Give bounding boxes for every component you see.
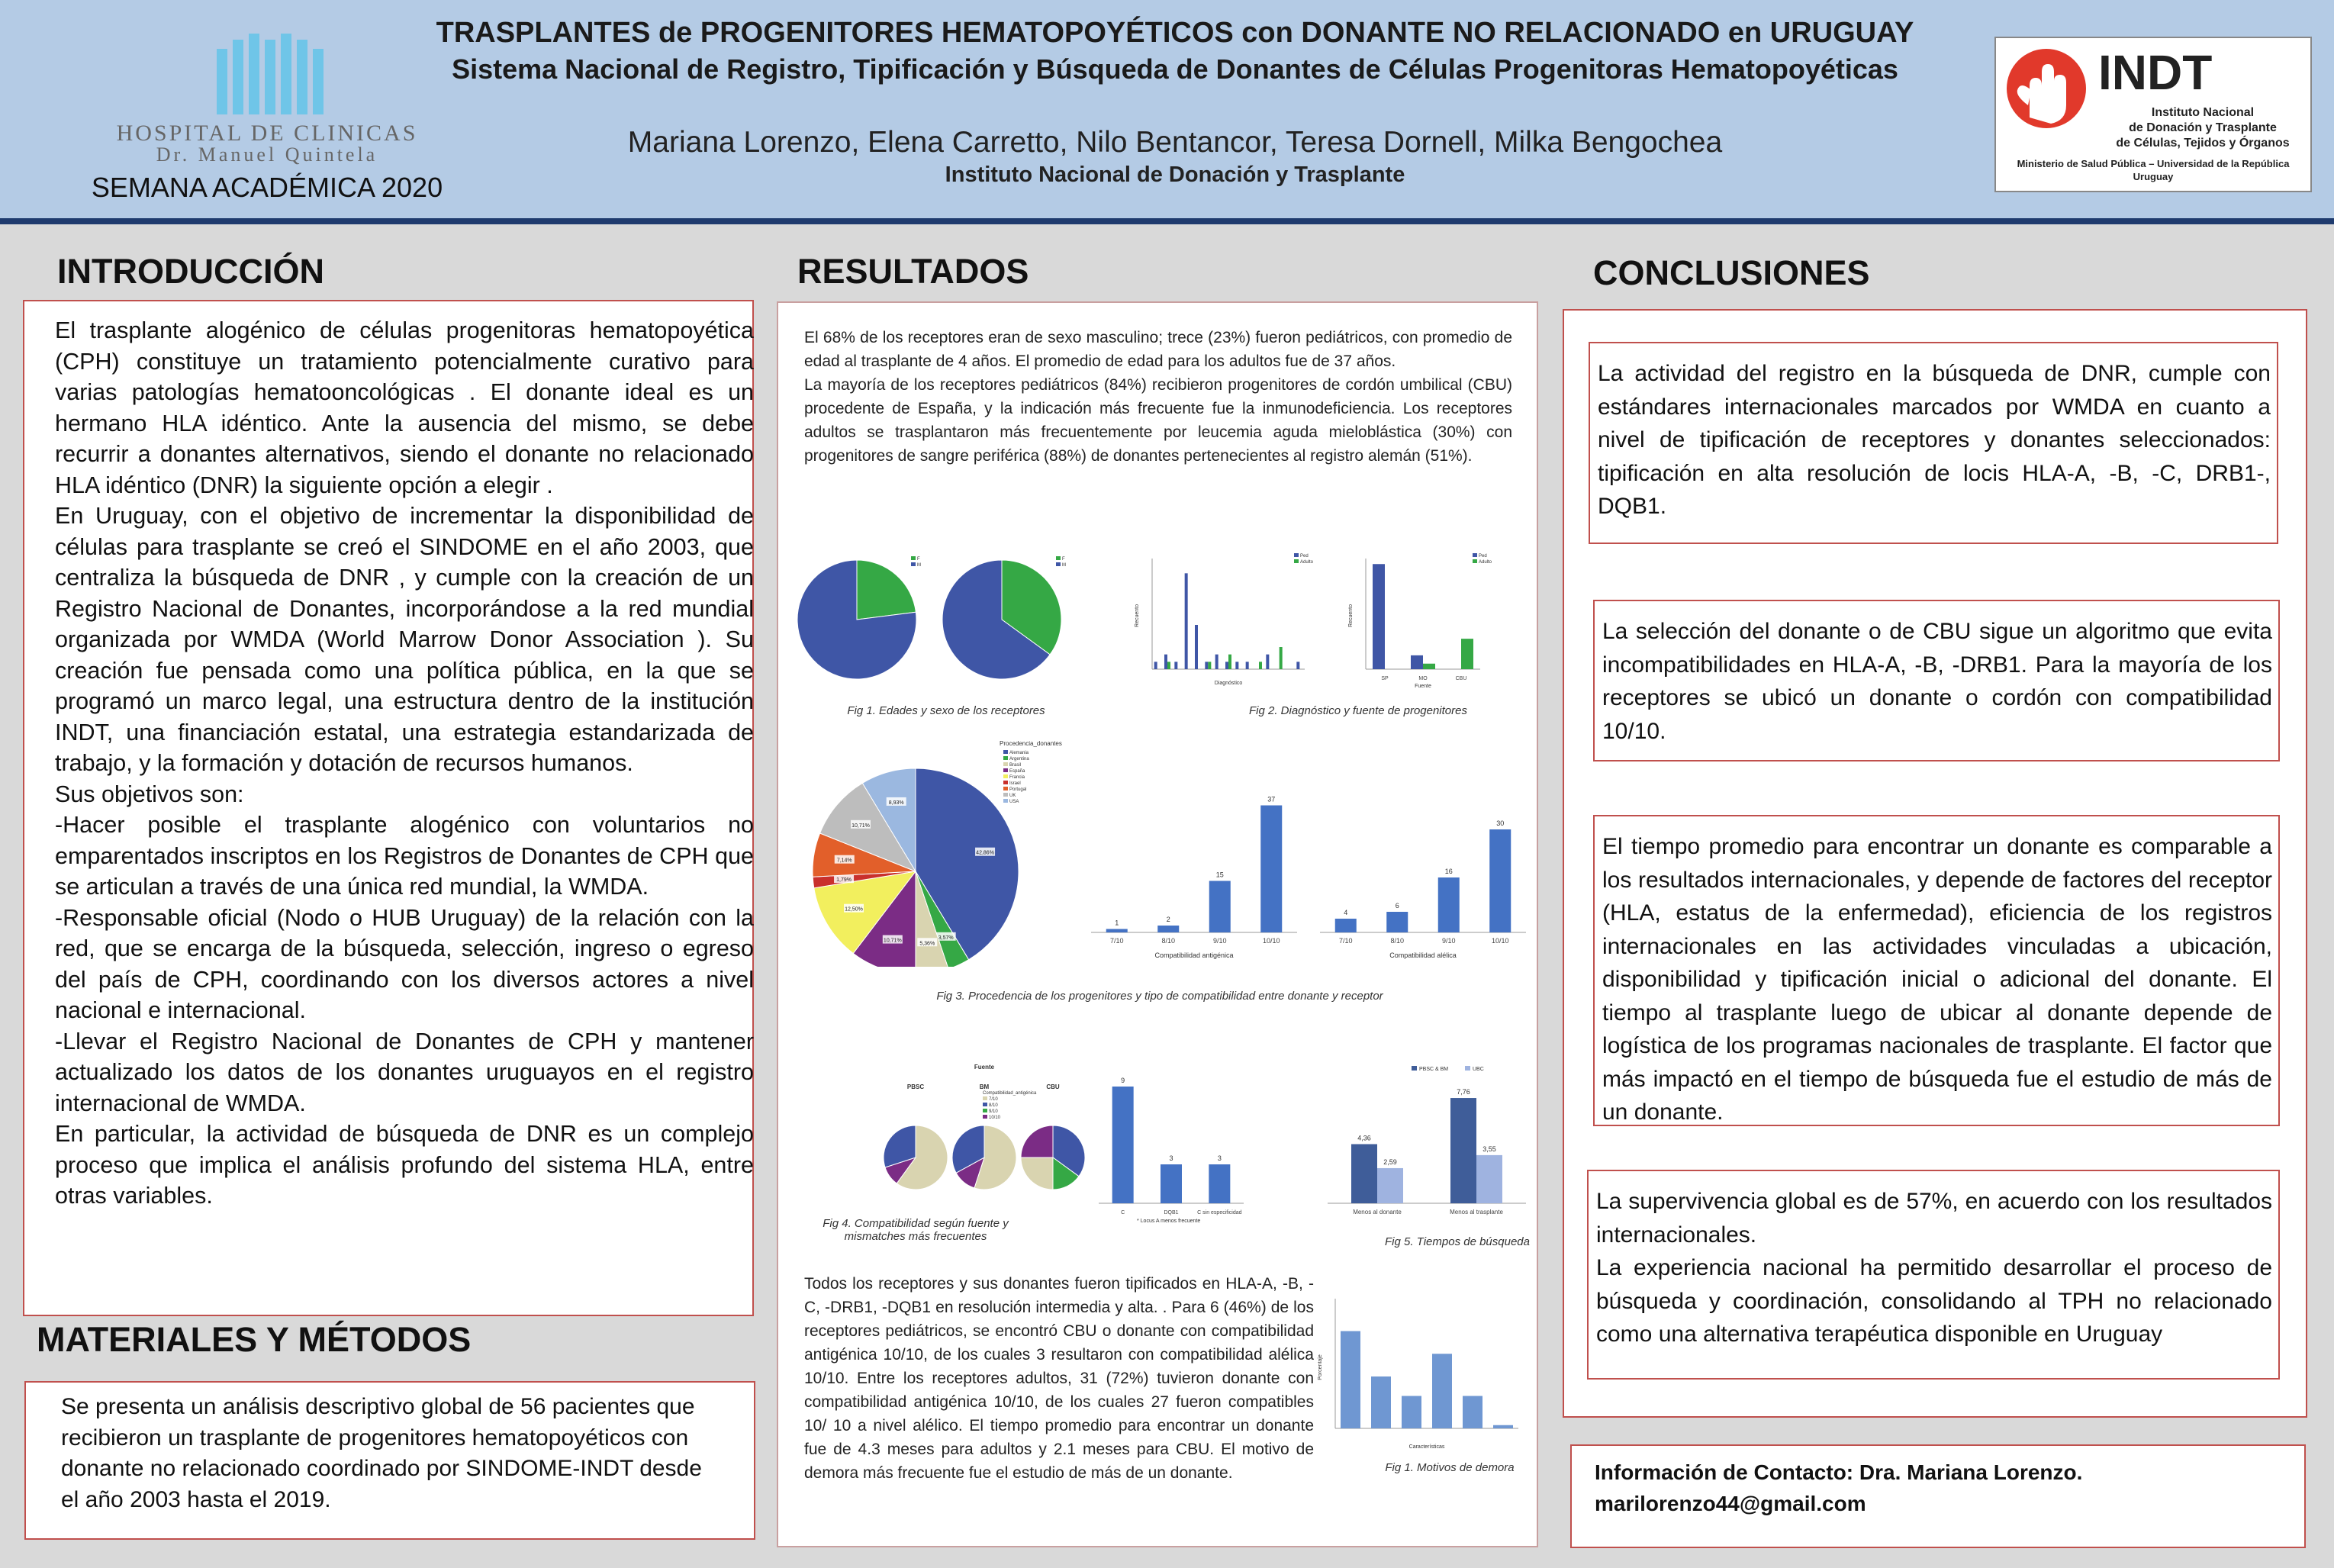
bar-value-label: 3,55 <box>1482 1145 1496 1153</box>
bar <box>1157 926 1179 932</box>
bar <box>1195 625 1198 669</box>
fig3-allelic-chart <box>1305 776 1534 974</box>
bar <box>1489 829 1511 932</box>
bar <box>1235 662 1238 669</box>
legend-swatch <box>1003 799 1008 803</box>
institution: Instituto Nacional de Donación y Trasplante <box>945 163 1405 187</box>
poster-header <box>0 0 2334 218</box>
bar-value-label: 3 <box>1169 1154 1173 1162</box>
fig1-chart <box>792 547 1082 692</box>
bar-value-label: 30 <box>1496 819 1505 827</box>
fig6-caption: Fig 1. Motivos de demora <box>1385 1461 1515 1474</box>
conclusion-4 <box>1587 1170 2280 1380</box>
legend-label: España <box>1009 769 1025 774</box>
results-box <box>777 301 1538 1547</box>
bar-value-label: 16 <box>1444 868 1453 875</box>
chart-title: Fuente <box>974 1064 995 1071</box>
legend-swatch <box>1473 553 1477 557</box>
legend-label: UBC <box>1473 1067 1484 1072</box>
indt-name: INDT <box>2098 45 2213 100</box>
legend-swatch <box>1003 768 1008 772</box>
bar-value-label: 2,59 <box>1383 1157 1397 1166</box>
pie-data-label: 10,71% <box>852 823 870 829</box>
results-heading: RESULTADOS <box>797 252 1029 291</box>
bar <box>1402 1396 1421 1429</box>
bar <box>1266 655 1269 669</box>
legend-label: UK <box>1009 794 1016 798</box>
bar-value-label: 4,36 <box>1357 1134 1371 1142</box>
legend-label: Compatibilidad_antigénica <box>983 1091 1037 1096</box>
legend-label: USA <box>1009 800 1019 804</box>
bar <box>1377 1168 1403 1203</box>
x-axis-title: Compatibilidad antigénica <box>1154 951 1234 959</box>
conclusion-text: La experiencia nacional ha permitido desarrollar el proceso de búsqueda y coordinación, consolidando al TPH no relacionado como una alternativa terapéutica disponible en Uruguay <box>1596 1255 2272 1347</box>
header-divider <box>0 218 2334 224</box>
fig1-caption: Fig 1. Edades y sexo de los receptores <box>847 704 1045 717</box>
authors: Mariana Lorenzo, Elena Carretto, Nilo Bentancor, Teresa Dornell, Milka Bengochea <box>627 126 1723 159</box>
x-tick-label: C sin especificidad <box>1197 1210 1242 1215</box>
pie-data-label: 12,50% <box>845 906 863 913</box>
fig4-mismatch-chart <box>1091 1058 1244 1226</box>
event-name: SEMANA ACADÉMICA 2020 <box>91 172 443 203</box>
bar <box>1386 912 1408 932</box>
legend-label: F <box>1062 557 1065 562</box>
bar <box>1260 806 1282 933</box>
legend-label: 7/10 <box>989 1097 998 1102</box>
results-text-top <box>804 326 1512 468</box>
conclusion-1 <box>1589 342 2278 544</box>
bar <box>1371 1376 1391 1428</box>
bar <box>1335 919 1357 932</box>
results-text-bottom <box>804 1272 1314 1485</box>
legend-swatch <box>1003 756 1008 760</box>
legend-swatch <box>1003 750 1008 754</box>
bar <box>1208 662 1211 669</box>
legend-label: Ped <box>1479 554 1487 559</box>
bar <box>1112 1087 1134 1203</box>
x-tick-label: 7/10 <box>1109 937 1124 945</box>
bar <box>1423 664 1435 669</box>
intro-paragraph: En Uruguay, con el objetivo de incrementar la disponibilidad de células para trasplante se creó el SINDOME en el año 2003, que centraliza la búsqueda de DNR , y cumple con la creación de un Registro Nacional de Donantes, incorporándose a la red mundial organizada por WMDA (World Marrow Donor Association ). Su creación fue pensada como una política pública, en la que se programó un marco legal, una estructura dentro de la institución INDT, una financiación estatal, una estrategia estandarizada de trabajo, y la formación y dotación de recursos humanos. <box>55 503 754 776</box>
indt-full-name <box>2100 105 2306 151</box>
conclusion-3 <box>1593 815 2280 1126</box>
legend-swatch <box>983 1096 987 1100</box>
legend-label: Adulto <box>1479 560 1492 565</box>
bar <box>1228 655 1231 669</box>
x-tick-label: MO <box>1418 676 1428 681</box>
bar <box>1461 639 1473 669</box>
bar <box>1280 647 1283 669</box>
bar <box>1493 1425 1513 1428</box>
pie-data-label: 3,57% <box>938 935 954 941</box>
bar <box>1225 662 1228 669</box>
bar-value-label: 1 <box>1115 919 1119 927</box>
indt-full-line-2: de Donación y Trasplante <box>2129 121 2277 134</box>
contact-box <box>1570 1444 2306 1548</box>
legend-swatch <box>983 1109 987 1112</box>
x-tick-label: SP <box>1381 676 1389 681</box>
intro-paragraph: El trasplante alogénico de células progenitoras hematopoyética (CPH) constituye un tratamiento potencialmente curativo para varias patologías hematooncológicas . El donante ideal es un hermano HLA idéntico. Ante la ausencia del mismo, se debe recurrir a donantes alternativos, siendo el donante no relacionado HLA idéntico (DNR) la siguiente opción a elegir . <box>55 317 754 498</box>
fig2-caption: Fig 2. Diagnóstico y fuente de progenitores <box>1248 704 1467 717</box>
hospital-logo-icon <box>212 32 327 118</box>
x-tick-label: Menos al donante <box>1353 1209 1402 1215</box>
intro-text <box>55 315 754 1212</box>
fig3-antigenic-chart <box>1076 776 1305 974</box>
x-tick-label: DQB1 <box>1164 1210 1179 1215</box>
pie-data-label: 7,14% <box>836 858 852 864</box>
bar-value-label: 4 <box>1344 909 1348 916</box>
x-tick-label: CBU <box>1455 676 1467 681</box>
hospital-subtitle: Dr. Manuel Quintela <box>156 143 378 166</box>
bar <box>1373 564 1385 669</box>
bar <box>1106 929 1128 933</box>
intro-paragraph: -Llevar el Registro Nacional de Donantes de CPH y mantener actualizado los datos de los donantes uruguayos en el registro internacional de WMDA. <box>55 1028 754 1116</box>
legend-swatch <box>1003 793 1008 797</box>
legend-swatch <box>1465 1066 1470 1071</box>
x-tick-label: 8/10 <box>1161 937 1176 945</box>
y-axis-title: Porcentaje <box>1318 1354 1323 1380</box>
pie-data-label: 8,93% <box>888 800 904 806</box>
methods-heading: MATERIALES Y MÉTODOS <box>37 1320 472 1359</box>
legend-label: Alemania <box>1009 751 1029 755</box>
x-tick-label: 10/10 <box>1262 937 1280 945</box>
bar <box>1296 662 1299 669</box>
fig3-origin-pie <box>809 738 1068 967</box>
y-axis-title: Recuento <box>1348 604 1354 627</box>
poster-title: TRASPLANTES de PROGENITORES HEMATOPOYÉTICOS con DONANTE NO RELACIONADO en URUGUAY <box>436 17 1914 49</box>
y-axis-title: Recuento <box>1135 604 1140 627</box>
x-tick-label: 7/10 <box>1338 937 1353 945</box>
intro-paragraph: -Hacer posible el trasplante alogénico con voluntarios no emparentados inscriptos en los Registros de Donantes de CPH que se articulan a través de una única red mundial, la WMDA. <box>55 812 754 900</box>
bar-value-label: 3 <box>1217 1154 1222 1162</box>
bar <box>1246 662 1249 669</box>
pie-title: BM <box>979 1083 990 1090</box>
legend-label: F <box>917 557 920 562</box>
legend-label: Portugal <box>1009 787 1027 792</box>
legend-swatch <box>1003 774 1008 778</box>
legend-label: Francia <box>1009 775 1025 780</box>
bar <box>1209 881 1231 933</box>
bar <box>1450 1098 1476 1203</box>
bar <box>1185 573 1188 669</box>
poster-subtitle: Sistema Nacional de Registro, Tipificación y Búsqueda de Donantes de Células Progenitoras Hematopoyéticas <box>452 53 1898 85</box>
legend-label: M <box>1062 563 1066 568</box>
fig4-caption-line-1: Fig 4. Compatibilidad según fuente y <box>823 1217 1009 1230</box>
conclusions-heading: CONCLUSIONES <box>1593 253 1870 292</box>
chart-note: * Locus A menos frecuente <box>1137 1219 1201 1224</box>
legend-label: Ped <box>1300 554 1309 559</box>
intro-paragraph: En particular, la actividad de búsqueda de DNR es un complejo proceso que implica el análisis profundo del sistema HLA, entre otras variables. <box>55 1121 754 1209</box>
pie-data-label: 10,71% <box>883 938 902 944</box>
bar <box>1463 1396 1482 1429</box>
conclusion-text: La supervivencia global es de 57%, en acuerdo con los resultados internacionales. <box>1596 1189 2272 1248</box>
legend-label: Adulto <box>1300 560 1314 565</box>
legend-swatch <box>983 1103 987 1106</box>
bar-value-label: 15 <box>1215 871 1224 879</box>
intro-paragraph: Sus objetivos son: <box>55 781 244 807</box>
bar <box>1209 1164 1230 1203</box>
fig4-pies <box>877 1058 1091 1203</box>
conclusion-2 <box>1593 600 2280 761</box>
fig4-caption-line-2: mismatches más frecuentes <box>844 1230 987 1243</box>
results-paragraph: El 68% de los receptores eran de sexo masculino; trece (23%) fueron pediátricos, con promedio de edad al trasplante de 4 años. El promedio de edad para los adultos fue de 37 años. <box>804 329 1512 370</box>
legend-label: 9/10 <box>989 1109 998 1114</box>
contact-info <box>1595 1457 2082 1519</box>
pie-slice <box>1021 1125 1053 1157</box>
methods-box <box>24 1381 755 1540</box>
bar <box>1476 1155 1502 1203</box>
results-paragraph: La mayoría de los receptores pediátricos (84%) recibieron progenitores de cordón umbilical (CBU) procedente de España, y la indicación más frecuente fue la inmunodeficiencia. Los receptores adultos se trasplantaron más frecuentemente por leucemia aguda mieloblástica (30%) con progenitores de sangre periférica (88%) de donantes pertenecientes al registro alemán (51%). <box>804 376 1512 465</box>
x-tick-label: Menos al trasplante <box>1450 1209 1503 1215</box>
bar <box>1154 662 1157 669</box>
pie-data-label: 42,86% <box>976 850 994 856</box>
pie-slice <box>1021 1157 1053 1190</box>
legend-swatch <box>1003 762 1008 766</box>
pie-data-label: 1,79% <box>836 877 852 884</box>
methods-text: Se presenta un análisis descriptivo global de 56 pacientes que recibieron un trasplante de progenitores hematopoyéticos con donante no relacionado coordinado por SINDOME-INDT desde el año 2003 hasta el 2019. <box>61 1394 702 1512</box>
results-paragraph: Todos los receptores y sus donantes fueron tipificados en HLA-A, -B, -C, -DRB1, -DQB1 en resolución intermedia y alta. . Para 6 (46%) de los receptores pediátricos, se encontró CBU o donante con compatibilidad antigénica 10/10, de los cuales 3 resultaron con compatibilidad alélica 10/10. Entre los receptores adultos, 31 (72%) tuvieron donante con compatibilidad antigénica 10/10, de los cuales 27 fueron compatibles 10/ 10 a nivel alélico. El tiempo promedio para encontrar un donante fue de 4.3 meses para adultos y 2.1 meses para CBU. El motivo de demora más frecuente fue el estudio de más de un donante. <box>804 1275 1314 1482</box>
legend-swatch <box>1056 562 1061 566</box>
fig2-diagnosis-chart <box>1129 547 1320 692</box>
bar-value-label: 7,76 <box>1457 1088 1470 1096</box>
x-axis-title: Compatibilidad alélica <box>1389 951 1457 959</box>
bar <box>1205 662 1208 669</box>
conclusion-text: La selección del donante o de CBU sigue un algoritmo que evita incompatibilidades en HLA-A, -B, -DRB1. Para la mayoría de los receptores se ubicó un donante o cordón con compatibilidad 10/10. <box>1602 619 2272 744</box>
legend-swatch <box>1056 556 1061 560</box>
legend-label: 10/10 <box>989 1116 1001 1120</box>
x-axis-title: Fuente <box>1415 684 1431 689</box>
bar <box>1341 1331 1360 1429</box>
legend-swatch <box>1294 559 1299 563</box>
x-tick-label: 9/10 <box>1212 937 1227 945</box>
bar-value-label: 9 <box>1121 1077 1125 1084</box>
x-tick-label: C <box>1121 1210 1125 1215</box>
legend-label: Israel <box>1009 781 1021 786</box>
bar <box>1432 1354 1452 1428</box>
legend-label: Brasil <box>1009 763 1022 768</box>
indt-logo <box>1994 37 2312 192</box>
pie-data-label: 5,36% <box>919 941 935 947</box>
contact-email[interactable]: marilorenzo44@gmail.com <box>1595 1492 1866 1515</box>
intro-heading: INTRODUCCIÓN <box>57 252 324 291</box>
fig2-source-chart <box>1343 547 1495 692</box>
x-axis-title: Diagnóstico <box>1214 681 1243 686</box>
indt-full-line-1: Instituto Nacional <box>2151 106 2255 119</box>
bar <box>1411 655 1423 669</box>
intro-box <box>23 300 754 1316</box>
fig5-search-time-chart <box>1312 1058 1541 1219</box>
bar <box>1215 655 1219 669</box>
hospital-logo <box>84 23 450 214</box>
conclusion-text: El tiempo promedio para encontrar un donante es comparable a los resultados internacionales, y depende de factores del receptor (HLA, estatus de la enfermedad), eficiencia de los registros internacionales en las actividades vinculadas a ubicación, disponibilidad y tipificación inicial o adicional del donante. El tiempo al trasplante luego de ubicar al donante depende de logística de los programas nacionales de trasplante. El factor que más impactó en el tiempo de búsqueda fue el estudio de más de un donante. <box>1602 834 2272 1125</box>
indt-full-line-3: de Células, Tejidos y Órganos <box>2116 137 2290 150</box>
x-tick-label: 9/10 <box>1441 937 1456 945</box>
indt-ministry-line-2: Uruguay <box>2133 171 2174 182</box>
hospital-name: HOSPITAL DE CLINICAS <box>116 121 418 146</box>
bar <box>1259 662 1262 669</box>
legend-label: 8/10 <box>989 1103 998 1108</box>
bar <box>1438 877 1460 932</box>
legend-swatch <box>983 1115 987 1119</box>
pie-slice <box>857 560 916 620</box>
x-tick-label: 10/10 <box>1491 937 1509 945</box>
legend-title: Procedencia_donantes <box>1000 740 1062 747</box>
bar <box>1174 662 1177 669</box>
bar-value-label: 2 <box>1166 916 1170 923</box>
pie-title: PBSC <box>906 1083 925 1090</box>
legend-swatch <box>1003 787 1008 790</box>
fig5-caption: Fig 5. Tiempos de búsqueda <box>1385 1235 1530 1248</box>
indt-ministry-line-1: Ministerio de Salud Pública – Universidad de la República <box>2017 158 2290 169</box>
bar <box>1161 1164 1182 1203</box>
conclusion-text: La actividad del registro en la búsqueda de DNR, cumple con estándares internacionales marcados por WMDA en cuanto a nivel de tipificación de receptores y donantes seleccionados: tipificación en alta resolución de locis HLA-A, -B, -C, DRB1-, DQB1. <box>1598 361 2271 519</box>
bar <box>1164 655 1167 669</box>
fig4-caption <box>809 1217 1022 1243</box>
x-axis-title: Características <box>1408 1444 1445 1450</box>
legend-label: Argentina <box>1009 757 1029 761</box>
legend-label: PBSC & BM <box>1419 1067 1449 1072</box>
pie-title: CBU <box>1046 1083 1060 1090</box>
bar-value-label: 37 <box>1267 795 1276 803</box>
bar <box>1167 662 1170 669</box>
legend-swatch <box>911 556 916 560</box>
legend-swatch <box>1294 553 1299 557</box>
legend-label: M <box>917 563 921 568</box>
fig6-delay-chart <box>1312 1283 1534 1467</box>
legend-swatch <box>911 562 916 566</box>
indt-hand-icon <box>2001 41 2092 156</box>
indt-ministry <box>1996 157 2310 183</box>
legend-swatch <box>1473 559 1477 563</box>
contact-label: Información de Contacto: Dra. Mariana Lorenzo. <box>1595 1460 2083 1484</box>
bar <box>1351 1144 1377 1203</box>
legend-swatch <box>1412 1066 1417 1071</box>
intro-paragraph: -Responsable oficial (Nodo o HUB Uruguay) de la relación con la red, que se encarga de la búsqueda, selección, ingreso o egreso del país de CPH, coordinando con los diversos actores a nivel nacional e internacional. <box>55 904 754 1023</box>
fig3-caption: Fig 3. Procedencia de los progenitores y tipo de compatibilidad entre donante y receptor <box>936 990 1383 1003</box>
x-tick-label: 8/10 <box>1390 937 1405 945</box>
bar-value-label: 6 <box>1395 902 1399 910</box>
legend-swatch <box>1003 781 1008 784</box>
